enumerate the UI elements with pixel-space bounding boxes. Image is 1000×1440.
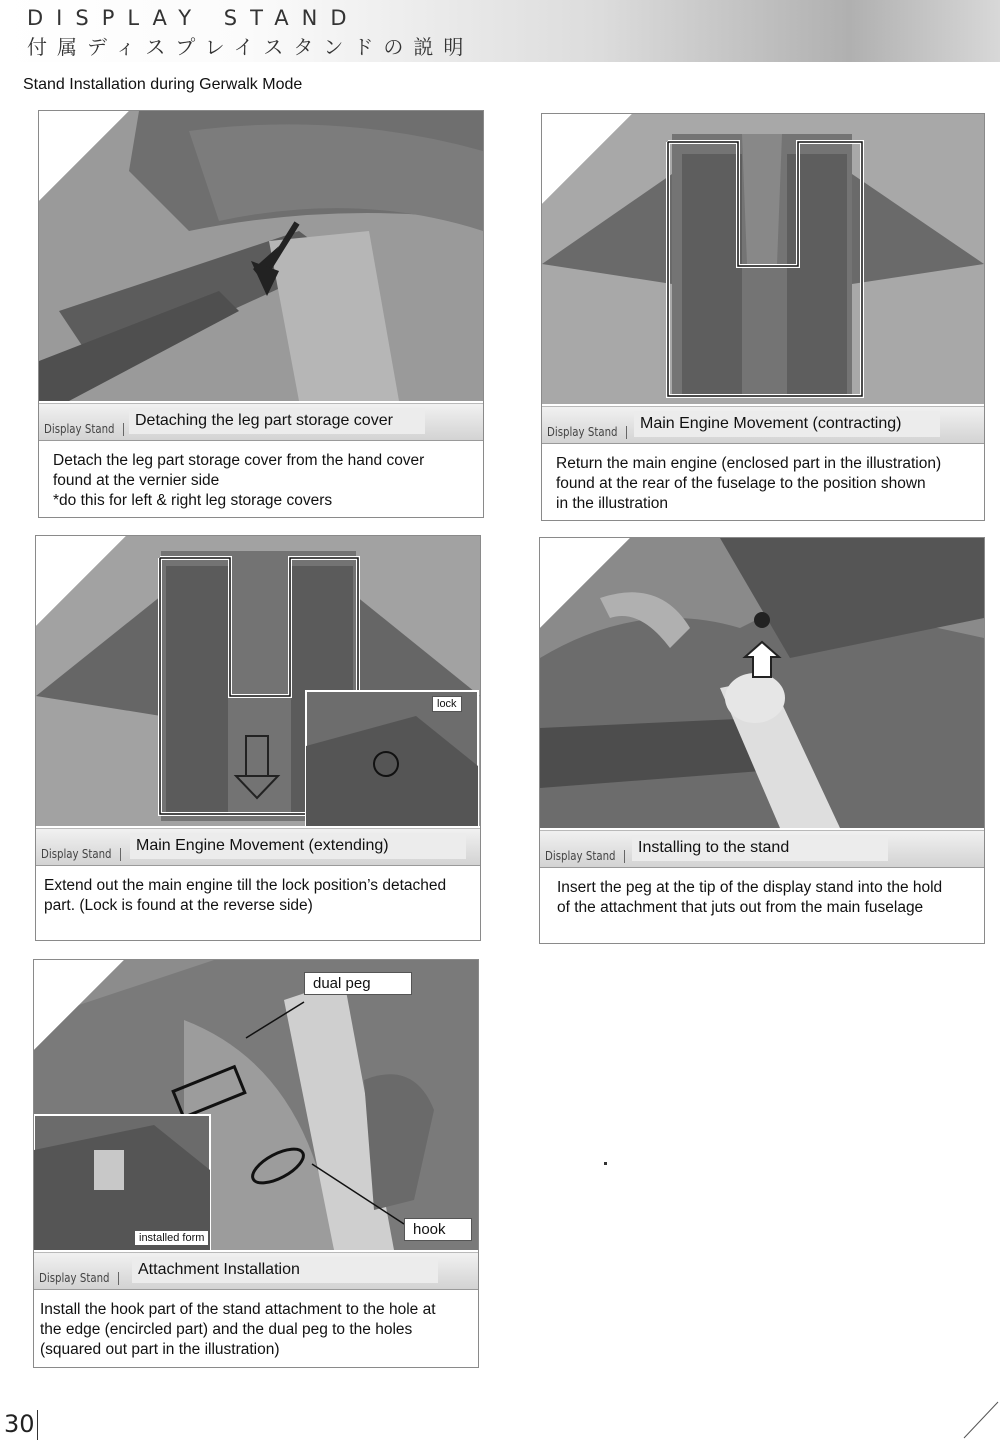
step-card-attachment-installation [33, 959, 479, 1368]
description-line: Insert the peg at the tip of the display stand into the hold [557, 879, 943, 896]
header-title-jp: 付属ディスプレイスタンドの説明 [27, 35, 474, 59]
step-card-engine-contracting [541, 113, 985, 521]
engine-extending-photo [36, 536, 480, 826]
step-title: Main Engine Movement (contracting) [634, 411, 940, 437]
header-title-en: DISPLAY STAND [27, 6, 360, 30]
caption-tag: Display Stand [547, 425, 618, 439]
caption-band [36, 828, 480, 866]
label-hook: hook [404, 1218, 472, 1241]
step-photo [36, 536, 480, 826]
step-title: Attachment Installation [132, 1257, 438, 1283]
step-title: Installing to the stand [632, 835, 888, 861]
caption-separator [120, 848, 121, 861]
caption-band [542, 406, 984, 444]
description-line: found at the vernier side [53, 472, 220, 489]
caption-tag: Display Stand [545, 849, 616, 863]
step-photo [34, 960, 478, 1250]
step-card-installing-stand [539, 537, 985, 944]
caption-separator [624, 850, 625, 863]
step-description [542, 448, 984, 520]
step-photo [542, 114, 984, 404]
label-installed-form: installed form [134, 1230, 209, 1246]
caption-tag: Display Stand [39, 1271, 110, 1285]
label-dual-peg: dual peg [304, 972, 412, 995]
page-number: 30 [4, 1410, 35, 1438]
corner-mark [960, 1400, 1000, 1440]
step-card-engine-extending [35, 535, 481, 941]
step-title: Main Engine Movement (extending) [130, 833, 466, 859]
description-line: Detach the leg part storage cover from the hand cover [53, 452, 425, 469]
caption-band [39, 403, 483, 441]
caption-separator [118, 1272, 119, 1285]
caption-tag: Display Stand [41, 847, 112, 861]
section-subtitle: Stand Installation during Gerwalk Mode [23, 76, 303, 93]
description-line: found at the rear of the fuselage to the position shown [556, 475, 926, 492]
leg-cover-photo [39, 111, 483, 401]
description-line: of the attachment that juts out from the main fuselage [557, 899, 924, 916]
step-card-detaching-cover [38, 110, 484, 518]
step-description [34, 1294, 478, 1367]
caption-band [540, 830, 984, 868]
caption-separator [626, 426, 627, 439]
step-description [36, 870, 480, 940]
description-line: part. (Lock is found at the reverse side) [44, 897, 313, 914]
page-number-rule [37, 1410, 38, 1440]
description-line: in the illustration [556, 495, 669, 512]
description-line: (squared out part in the illustration) [40, 1341, 280, 1358]
description-line: Install the hook part of the stand attachment to the hole at [40, 1301, 436, 1318]
stray-dot [604, 1162, 607, 1165]
description-line: the edge (encircled part) and the dual peg to the holes [40, 1321, 413, 1338]
engine-contracting-photo [542, 114, 984, 404]
step-photo [540, 538, 984, 828]
step-title: Detaching the leg part storage cover [129, 408, 425, 434]
description-line: Return the main engine (enclosed part in the illustration) [556, 455, 942, 472]
step-photo [39, 111, 483, 401]
step-description [39, 445, 483, 517]
step-description [540, 872, 984, 943]
installing-stand-photo [540, 538, 984, 828]
description-line: Extend out the main engine till the lock position’s detached [44, 877, 447, 894]
description-line: *do this for left & right leg storage covers [53, 492, 333, 509]
caption-band [34, 1252, 478, 1290]
label-lock: lock [432, 696, 462, 712]
caption-separator [123, 423, 124, 436]
caption-tag: Display Stand [44, 422, 115, 436]
attachment-installation-photo [34, 960, 478, 1250]
